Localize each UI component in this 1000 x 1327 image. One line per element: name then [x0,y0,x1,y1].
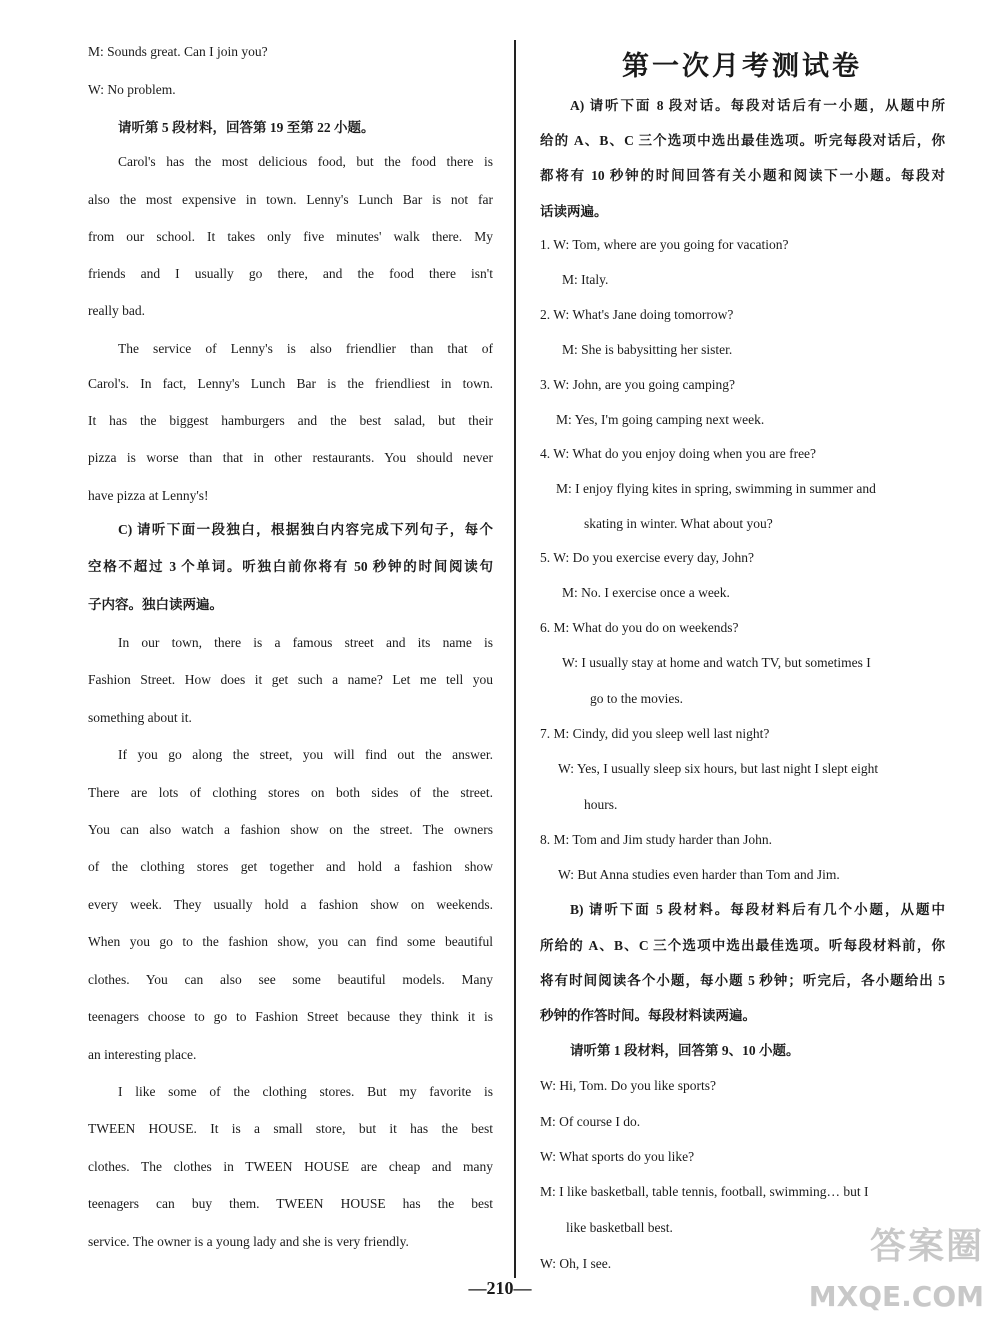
text-line: pizza is worse than that in other restaurants. You should never [88,450,493,465]
text-line: B) 请听下面 5 段材料。每段材料后有几个小题，从题中 [570,902,945,917]
text-line: M: Of course I do. [540,1114,641,1129]
text-line: teenagers choose to go to Fashion Street because they think it is [88,1009,493,1024]
text-line: clothes. The clothes in TWEEN HOUSE are cheap and many [88,1159,493,1174]
text-line: have pizza at Lenny's! [88,488,209,503]
text-line: If you go along the street, you will find out the answer. [118,747,493,762]
text-line: 3. W: John, are you going camping? [540,377,735,392]
text-line: 7. M: Cindy, did you sleep well last night? [540,726,770,741]
text-line: 6. M: What do you do on weekends? [540,620,739,635]
text-line: W: No problem. [88,82,176,97]
watermark-url: MXQE.COM [808,1280,984,1313]
text-line: Fashion Street. How does it get such a name? Let me tell you [88,672,493,687]
text-line: You can also watch a fashion show on the street. The owners [88,822,493,837]
text-line: 4. W: What do you enjoy doing when you are free? [540,446,817,461]
text-line: 将有时间阅读各个小题，每小题 5 秒钟；听完后，各小题给出 5 [540,973,945,988]
text-line: something about it. [88,710,192,725]
text-line: W: Oh, I see. [540,1256,612,1271]
text-line: an interesting place. [88,1047,197,1062]
text-line: W: I usually stay at home and watch TV, but sometimes I [562,655,871,670]
text-line: M: She is babysitting her sister. [562,342,733,357]
text-line: There are lots of clothing stores on both sides of the street. [88,785,493,800]
column-divider [514,40,516,1278]
text-line: Carol's. In fact, Lenny's Lunch Bar is the friendliest in town. [88,376,493,391]
text-line: skating in winter. What about you? [584,516,773,531]
text-line: like basketball best. [566,1220,673,1235]
text-line: M: No. I exercise once a week. [562,585,730,600]
text-line: also the most expensive in town. Lenny's Lunch Bar is not far [88,192,493,207]
text-line: 给的 A、B、C 三个选项中选出最佳选项。听完每段对话后，你 [540,133,945,148]
text-line: The service of Lenny's is also friendlier than that of [118,341,493,356]
text-line: M: Yes, I'm going camping next week. [556,412,765,427]
text-line: 所给的 A、B、C 三个选项中选出最佳选项。听每段材料前，你 [540,938,945,953]
text-line: M: I enjoy flying kites in spring, swimming in summer and [556,481,876,496]
text-line: really bad. [88,303,145,318]
text-line: 1. W: Tom, where are you going for vacation? [540,237,789,252]
exam-title: 第一次月考测试卷 [622,51,862,82]
text-line: TWEEN HOUSE. It is a small store, but it has the best [88,1121,493,1136]
text-line: friends and I usually go there, and the food there isn't [88,266,493,281]
text-line: go to the movies. [590,691,683,706]
text-line: 秒钟的作答时间。每段材料读两遍。 [540,1008,756,1023]
text-line: hours. [584,797,618,812]
text-line: 话读两遍。 [540,204,608,219]
text-line: clothes. You can also see some beautiful models. Many [88,972,493,987]
text-line: It has the biggest hamburgers and the best salad, but their [88,413,493,428]
page-number: —210— [468,1278,532,1298]
text-line: 空格不超过 3 个单词。听独白前你将有 50 秒钟的时间阅读句 [88,559,493,574]
watermark-logo [808,1218,986,1322]
text-line: W: But Anna studies even harder than Tom and Jim. [558,867,840,882]
text-line: When you go to the fashion show, you can find some beautiful [88,934,493,949]
text-line: 子内容。独白读两遍。 [88,597,223,612]
text-line: C) 请听下面一段独白，根据独白内容完成下列句子，每个 [118,522,493,537]
text-line: of the clothing stores get together and hold a fashion show [88,859,493,874]
text-line: Carol's has the most delicious food, but the food there is [118,154,493,169]
text-line: service. The owner is a young lady and she is very friendly. [88,1234,409,1249]
text-line: 都将有 10 秒钟的时间回答有关小题和阅读下一小题。每段对 [540,168,945,183]
text-line: every week. They usually hold a fashion show on weekends. [88,897,493,912]
text-line: M: I like basketball, table tennis, football, swimming… but I [540,1184,869,1199]
text-line: In our town, there is a famous street and its name is [118,635,493,650]
text-line: M: Sounds great. Can I join you? [88,44,268,59]
text-line: 请听第 1 段材料，回答第 9、10 小题。 [570,1043,800,1058]
text-line: 请听第 5 段材料，回答第 19 至第 22 小题。 [118,120,375,135]
text-line: W: What sports do you like? [540,1149,695,1164]
text-line: 8. M: Tom and Jim study harder than John. [540,832,773,847]
text-line: teenagers can buy them. TWEEN HOUSE has the best [88,1196,493,1211]
text-line: A) 请听下面 8 段对话。每段对话后有一小题，从题中所 [570,98,945,113]
text-line: W: Hi, Tom. Do you like sports? [540,1078,717,1093]
text-line: W: Yes, I usually sleep six hours, but last night I slept eight [558,761,879,776]
text-line: 2. W: What's Jane doing tomorrow? [540,307,734,322]
text-line: M: Italy. [562,272,609,287]
text-line: 5. W: Do you exercise every day, John? [540,550,754,565]
text-line: I like some of the clothing stores. But my favorite is [118,1084,493,1099]
text-line: from our school. It takes only five minutes' walk there. My [88,229,493,244]
watermark-main: 答案圈 [869,1226,984,1267]
